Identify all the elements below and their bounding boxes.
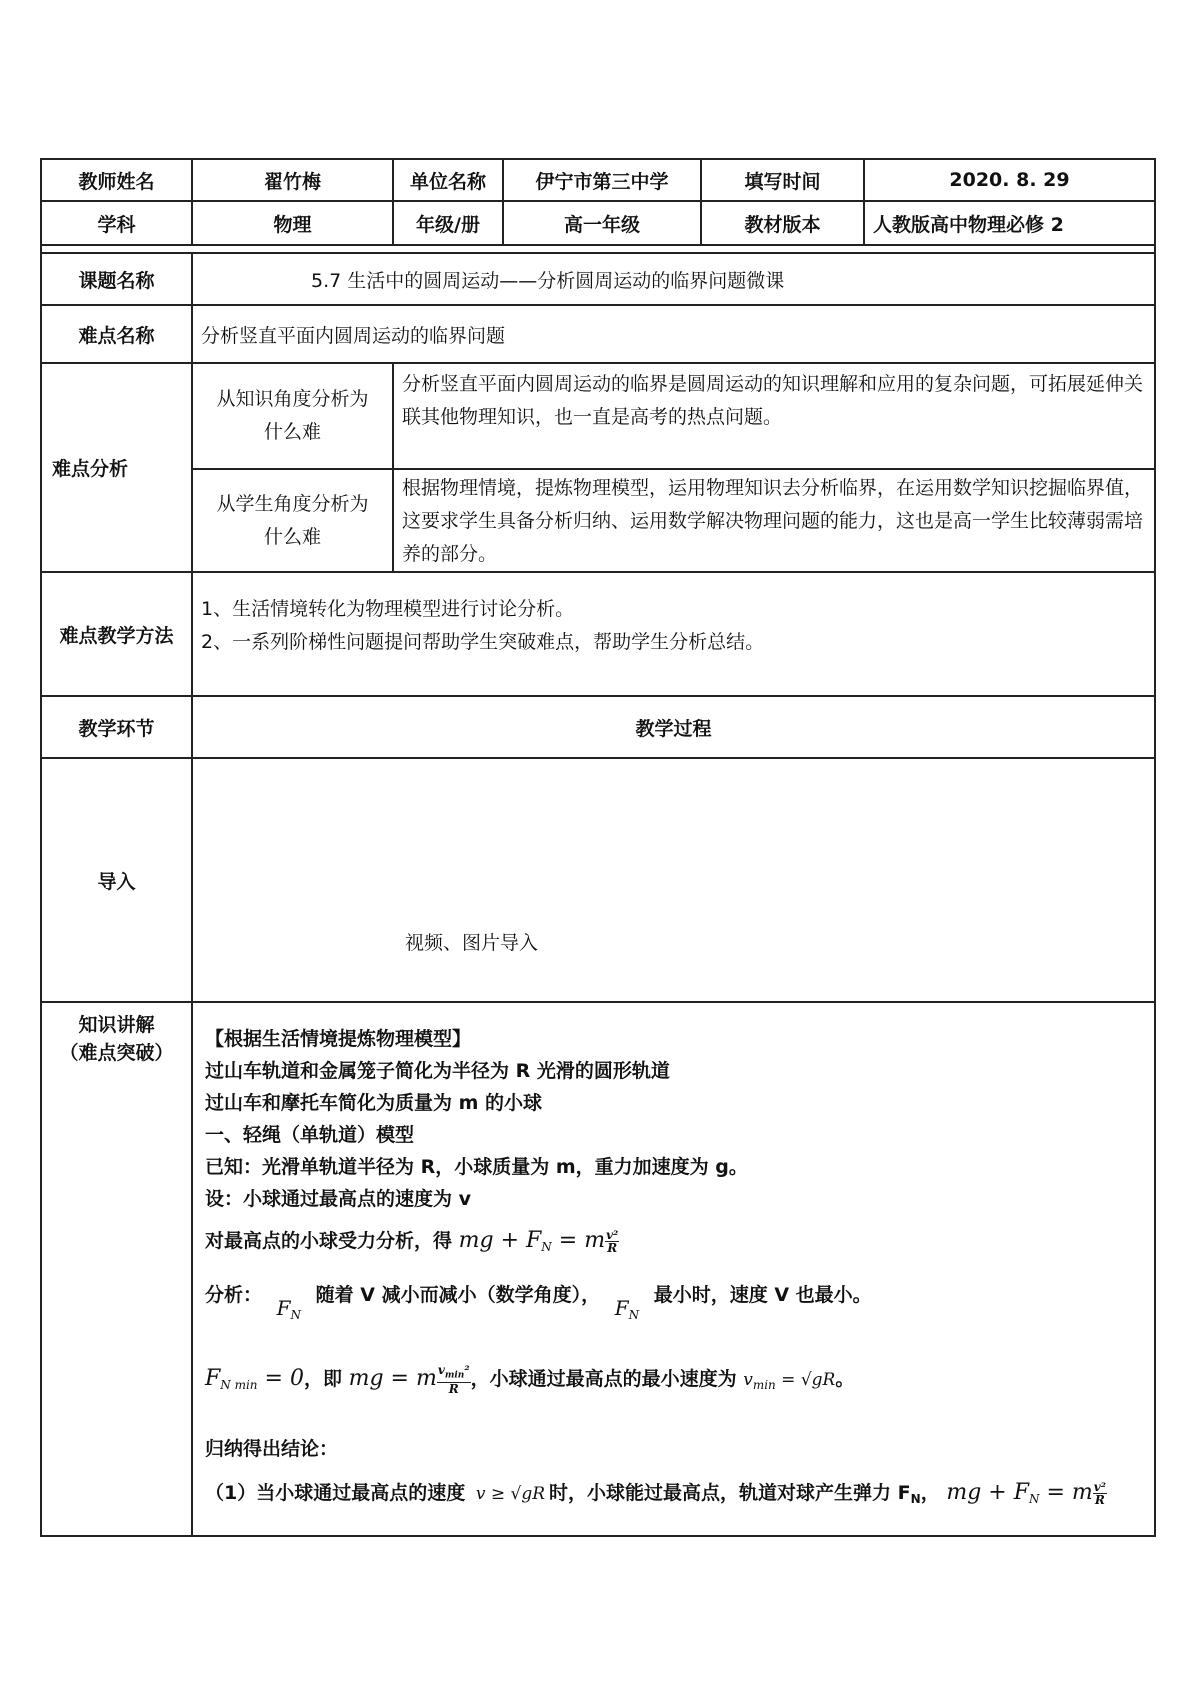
min-speed-text: ，小球通过最高点的最小速度为 <box>470 1368 737 1390</box>
subject-value: 物理 <box>192 201 393 245</box>
process-header-value: 教学过程 <box>192 696 1155 758</box>
intro-label: 导入 <box>41 758 192 1002</box>
difficulty-label: 难点名称 <box>41 305 192 363</box>
row-spacer <box>41 245 1155 253</box>
analysis-middle: 随着 V 减小而减小（数学角度）， <box>315 1284 601 1306</box>
knowledge-angle-text: 分析竖直平面内圆周运动的临界是圆周运动的知识理解和应用的复杂问题，可拓展延伸关联其他物理知识，也一直是高考的热点问题。 <box>393 363 1155 469</box>
conclusion-1-middle: 时，小球能过最高点，轨道对球产生弹力 F <box>549 1482 911 1504</box>
unit-name: 伊宁市第三中学 <box>503 159 701 201</box>
difficulty-value: 分析竖直平面内圆周运动的临界问题 <box>192 305 1155 363</box>
force-analysis-text: 对最高点的小球受力分析，得 <box>205 1230 453 1252</box>
knowledge-angle-label: 从知识角度分析为什么难 <box>192 363 393 469</box>
fn-symbol: $F_N$ <box>614 1296 640 1322</box>
student-angle-label: 从学生角度分析为什么难 <box>192 469 393 572</box>
analysis-label: 难点分析 <box>41 363 192 572</box>
method-label: 难点教学方法 <box>41 572 192 696</box>
lesson-plan-table <box>40 158 1154 1516</box>
analysis-prefix: 分析： <box>205 1284 263 1306</box>
intro-value: 视频、图片导入 <box>405 932 539 954</box>
grade-label: 年级/册 <box>393 201 503 245</box>
conclusion-heading: 归纳得出结论： <box>205 1438 339 1460</box>
conclusion-1-comma: ， <box>920 1482 940 1504</box>
given-conditions: 已知：光滑单轨道半径为 R，小球质量为 m，重力加速度为 g。 <box>205 1156 748 1178</box>
equation-mg-vmin: mg = m <box>348 1366 437 1391</box>
v2-over-r-fraction-repeat: $\frac{\text{v²}}{R}$ <box>1093 1480 1106 1507</box>
equation-mg-fn: mg + $F_N = m$ <box>458 1228 606 1254</box>
teacher-label: 教师姓名 <box>41 159 192 201</box>
teacher-name: 翟竹梅 <box>192 159 393 201</box>
student-angle-text: 根据物理情境，提炼物理模型，运用物理知识去分析临界，在运用数学知识挖掘临界值，这要求学生具备分析归纳、运用数学解决物理问题的能力，这也是高一学生比较薄弱需培养的部分。 <box>393 469 1155 572</box>
date-value: 2020. 8. 29 <box>864 159 1155 201</box>
subject-label: 学科 <box>41 201 192 245</box>
v-geq-sqrt-gr: v ≥ √gR <box>475 1484 546 1504</box>
vmin-sqrt-gr: $v_{min} = √gR$ <box>743 1370 836 1392</box>
vmin2-over-r-fraction: $\frac{v_{min}^2}{R}$ <box>437 1363 470 1396</box>
topic-label: 课题名称 <box>41 253 192 305</box>
model-heading: 【根据生活情境提炼物理模型】 <box>205 1028 472 1050</box>
track-simplification: 过山车轨道和金属笼子简化为半径为 R 光滑的圆形轨道 <box>205 1060 670 1082</box>
knowledge-label-line1: 知识讲解 <box>78 1014 155 1036</box>
assume-velocity: 设：小球通过最高点的速度为 v <box>205 1188 472 1210</box>
analysis-suffix: 最小时，速度 V 也最小。 <box>653 1284 872 1306</box>
textbook-value: 人教版高中物理必修 2 <box>864 201 1155 245</box>
process-header-label: 教学环节 <box>41 696 192 758</box>
equation-mg-fn-repeat: mg + $F_N = m$ <box>946 1480 1093 1506</box>
fn-subscript: N <box>910 1492 921 1506</box>
fn-min-equation: $F_{N min} = 0$ <box>205 1366 304 1392</box>
min-condition-text: ，即 <box>303 1368 342 1390</box>
unit-label: 单位名称 <box>393 159 503 201</box>
topic-value: 5.7 生活中的圆周运动——分析圆周运动的临界问题微课 <box>192 253 1155 305</box>
conclusion-1-prefix: （1）当小球通过最高点的速度 <box>205 1482 466 1504</box>
textbook-label: 教材版本 <box>701 201 864 245</box>
date-label: 填写时间 <box>701 159 864 201</box>
period: 。 <box>835 1368 855 1390</box>
knowledge-label-line2: （难点突破） <box>59 1042 174 1064</box>
knowledge-body <box>192 1002 1155 1536</box>
method-item-2: 2、一系列阶梯性问题提问帮助学生突破难点，帮助学生分析总结。 <box>201 631 765 653</box>
method-item-1: 1、生活情境转化为物理模型进行讨论分析。 <box>201 598 575 620</box>
grade-value: 高一年级 <box>503 201 701 245</box>
v2-over-r-fraction: $\frac{\text{v²}}{R}$ <box>606 1228 619 1255</box>
ball-simplification: 过山车和摩托车简化为质量为 m 的小球 <box>205 1092 543 1114</box>
fn-symbol: $F_N$ <box>276 1296 302 1322</box>
rope-model-heading: 一、轻绳（单轨道）模型 <box>205 1124 415 1146</box>
